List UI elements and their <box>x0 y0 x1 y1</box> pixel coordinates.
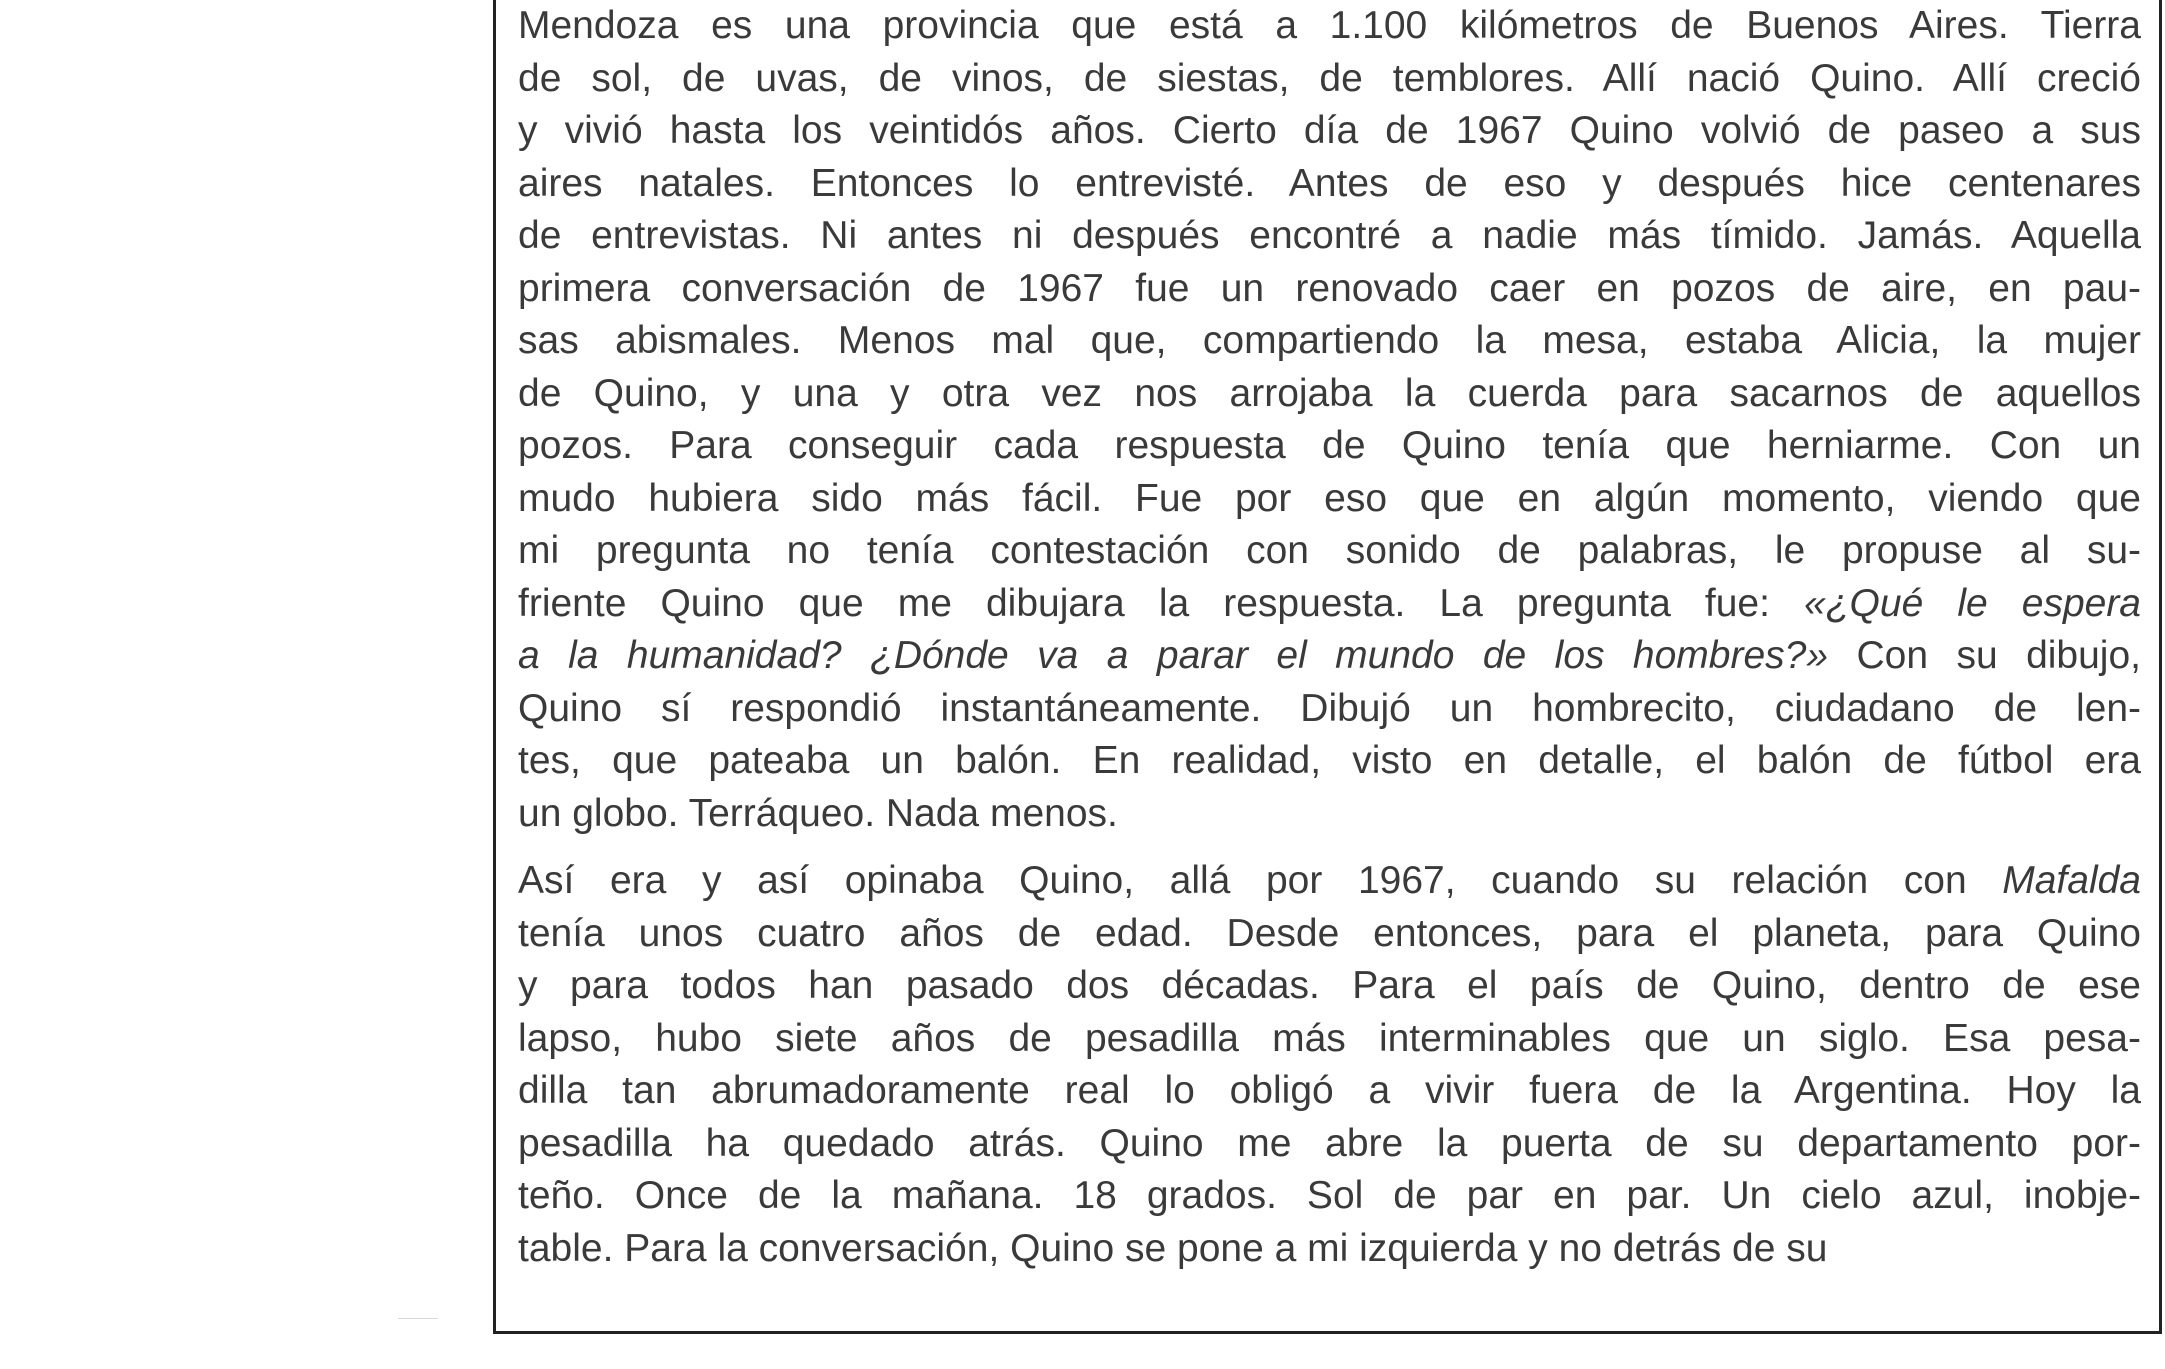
text-run: dilla tan abrumadoramente real lo obligó a vivir fuera de la Argentina. Hoy la <box>518 1069 2141 1112</box>
text-line <box>518 960 2141 1013</box>
text-run: pesadilla ha quedado atrás. Quino me abre la puerta de su departamento por- <box>518 1121 2141 1165</box>
text-run: Mendoza es una provincia que está a 1.100 kilómetros de Buenos Aires. Tierra <box>518 4 2141 47</box>
text-run: Con su dibujo, <box>1828 634 2141 677</box>
margin-mark <box>398 1318 438 1319</box>
text-line <box>518 788 2141 841</box>
text-run: mudo hubiera sido más fácil. Fue por eso que en algún momento, viendo que <box>518 476 2141 520</box>
text-run: friente Quino que me dibujara la respuesta. La pregunta fue: <box>518 581 1805 625</box>
text-line <box>518 735 2141 788</box>
text-line <box>518 1118 2141 1171</box>
text-run: primera conversación de 1967 fue un renovado caer en pozos de aire, en pau- <box>518 266 2141 310</box>
text-line <box>518 908 2141 961</box>
text-run: y vivió hasta los veintidós años. Cierto día de 1967 Quino volvió de paseo a sus <box>518 109 2141 152</box>
text-line <box>518 158 2141 211</box>
text-line <box>518 1013 2141 1066</box>
text-run: de entrevistas. Ni antes ni después encontré a nadie más tímido. Jamás. Aquella <box>518 214 2141 257</box>
text-box <box>493 0 2162 1334</box>
text-run: sas abismales. Menos mal que, compartiendo la mesa, estaba Alicia, la mujer <box>518 319 2141 362</box>
text-line <box>518 630 2141 683</box>
paragraph-1 <box>518 0 2141 840</box>
text-run: y para todos han pasado dos décadas. Para el país de Quino, dentro de ese <box>518 964 2141 1007</box>
text-run: un globo. Terráqueo. Nada menos. <box>518 791 1118 835</box>
text-line <box>518 53 2141 106</box>
text-run: aires natales. Entonces lo entrevisté. Antes de eso y después hice centenares <box>518 161 2141 205</box>
text-run: teño. Once de la mañana. 18 grados. Sol de par en par. Un cielo azul, inobje- <box>518 1174 2141 1217</box>
italic-text-run: «¿Qué le espera <box>1804 581 2141 625</box>
text-line <box>518 1170 2141 1223</box>
text-line <box>518 105 2141 158</box>
text-run: lapso, hubo siete años de pesadilla más interminables que un siglo. Esa pesa- <box>518 1016 2141 1060</box>
text-line <box>518 315 2141 368</box>
text-line <box>518 420 2141 473</box>
text-run: tenía unos cuatro años de edad. Desde entonces, para el planeta, para Quino <box>518 911 2141 955</box>
text-run: Quino sí respondió instantáneamente. Dibujó un hombrecito, ciudadano de len- <box>518 686 2141 730</box>
text-run: tes, que pateaba un balón. En realidad, visto en detalle, el balón de fútbol era <box>518 739 2141 782</box>
italic-text-run: Mafalda <box>2002 859 2141 902</box>
text-line <box>518 683 2141 736</box>
text-run: de sol, de uvas, de vinos, de siestas, de temblores. Allí nació Quino. Allí creció <box>518 56 2141 100</box>
text-line <box>518 855 2141 908</box>
text-line <box>518 1065 2141 1118</box>
text-line <box>518 263 2141 316</box>
text-line <box>518 0 2141 53</box>
text-line <box>518 525 2141 578</box>
text-line <box>518 1223 2141 1276</box>
text-line <box>518 473 2141 526</box>
text-run: Así era y así opinaba Quino, allá por 1967, cuando su relación con <box>518 859 2003 902</box>
text-line <box>518 210 2141 263</box>
text-run: de Quino, y una y otra vez nos arrojaba la cuerda para sacarnos de aquellos <box>518 371 2141 415</box>
text-run: mi pregunta no tenía contestación con sonido de palabras, le propuse al su- <box>518 529 2141 572</box>
paragraph-2 <box>518 855 2141 1275</box>
text-run: table. Para la conversación, Quino se pone a mi izquierda y no detrás de su <box>518 1226 1828 1270</box>
text-line <box>518 368 2141 421</box>
italic-text-run: a la humanidad? ¿Dónde va a parar el mundo de los hombres?» <box>518 634 1829 677</box>
text-line <box>518 578 2141 631</box>
text-run: pozos. Para conseguir cada respuesta de Quino tenía que herniarme. Con un <box>518 424 2141 467</box>
